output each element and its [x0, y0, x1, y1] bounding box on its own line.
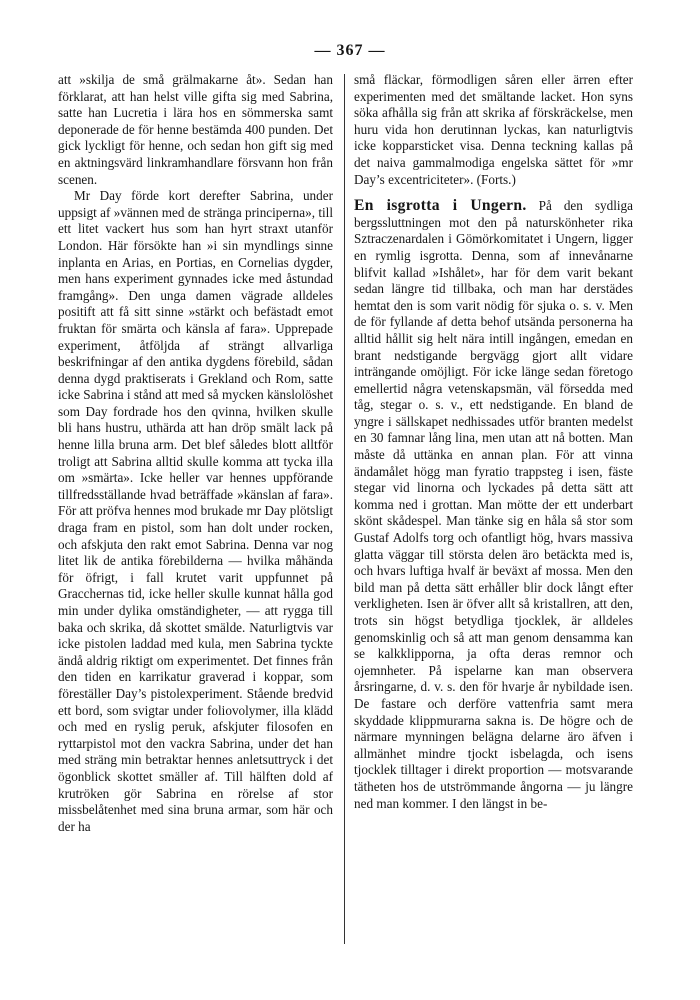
- paragraph: att »skilja de små grälmakarne åt». Sedan han förklarat, att han helst ville gifta sig med Sabrina, satte han Lucretia i lära hos en sömmerska samt deponerade de för henne bestämda 400 punden. Det gick lyckligt för henne, och sedan hon gift sig med en aktningsvärd linkramhandlare försvann hon från scenen.: [58, 72, 333, 187]
- article-paragraph: [354, 198, 633, 812]
- column-divider: [344, 74, 345, 944]
- paragraph: Mr Day förde kort derefter Sabrina, under uppsigt af »vännen med de stränga principerna», till ett litet vackert hus som han hyrt straxt utanför London. Här försökte han »i sin myndlings sinne inplanta en Arias, en Portias, en Cornelias dygder, men hans experiment gynnades icke med åstundad framgång». Den unga damen vägrade alldeles positift att få sitt sinne »stärkt och befästadt emot fruktan för smärta och känsla af fara». Upprepade experiment, åtföljda af strängt allvarliga beskrifningar af den antika dygdens förebild, sådan denna dygd praktiserats i Grekland och Rom, satte icke Sabrina i stånd att med så mycken känslolöshet som Day fordrade hos den qvinna, hvilken skulle bli hans hustru, uthärda att han dröp smält lack på henne lilla bruna arm. Det blef således blott alltför troligt att Sabrina alltid skulle komma att tycka illa om »smärta». Icke heller var hennes uppförande tillfredsställande hvad beträffade »känslan af fara». För att pröfva hennes mod brukade mr Day plötsligt draga fram en pistol, som han dolt under rocken, och afskjuta den rakt emot Sabrina. Denna var nog litet lik de antika förebilderna — hvilka måhända för öfrigt, i fall krutet varit uppfunnet på Gracchernas tid, icke heller skulle kunnat hålla god min under dylika omständigheter, — att rygga till baka och skrika, då skottet smälde. Naturligtvis var icke pistolen laddad med kula, men Sabrina tyckte ändå aldrig riktigt om experimentet. Det finnes från den tiden en karrikatur graverad i koppar, som föreställer Day’s pistolexperiment. Stående bredvid ett bord, som svigtar under foliovolymer, illa klädd och med en ryslig peruk, afskjuter filosofen en ryttarpistol mot den vackra Sabrina, under det han med sträng min betraktar hennes anletsuttryck i det ögonblick skottet smäller af. Till hälften dold af krutröken gör Sabrina en rörelse af stor missbelåtenhet med sina bruna armar, som här och der ha: [58, 188, 333, 834]
- paragraph: små fläckar, förmodligen såren eller ärren efter experimenten med det smältande lacket. Hon syns söka afhålla sig från att skrika af förskräckelse, men huru vida hon derutinnan lyckas, kan naturligtvis icke kopparsticket visa. Denna teckning kallas på det naiva gammalmodiga engelska sättet för »mr Day’s excentriciteter». (Forts.): [354, 72, 633, 187]
- left-column: [58, 72, 333, 835]
- right-column: [354, 72, 633, 812]
- article-heading: En isgrotta i Ungern.: [354, 197, 527, 215]
- article-text: På den sydliga bergssluttningen mot den på naturskönheter rika Sztraczenardalen i Gömörkomitatet i Ungern, ligger en rymlig isgrotta. Denna, som af innevånarne blifvit kallad »Ishålet», har för dem varit bekant sedan längre tid tillbaka, och man har derstädes hemtat den is som varit nödig för sjuka o. s. v. Men de för fyllande af detta behof utsända personerna ha alltid hållit sig helt nära intill ingången, emedan en brant nedstigande bergvägg gjort allt vidare inträngande omöjligt. För icke länge sedan företogo emellertid några vetenskapsmän, väl försedda med tåg, stegar o. s. v., ett nedstigande. En bland de yngre i sällskapet nedhissades utför branten medelst en 30 famnar lång lina, men utan att nå botten. Man måste då uttänka en annan plan. För att vinna ändamålet högg man fyratio trappsteg i isen, fäste stegar vid linorna och lyckades på detta sätt att komma ned i grottan. Man mötte der ett underbart skönt skådespel. Man tänke sig en håla så stor som Gustaf Adolfs torg och ofantligt hög, hvars massiva glatta väggar till största delen äro betäckta med is, och hvars luftiga hvalf är beväxt af mossa. Men den bild man på detta sätt erhåller blir dock långt efter verkligheten. Isen är öfver allt så kristallren, att den, trots sin högst betydliga tjocklek, är alldeles genomskinlig och så att man genom densamma kan se kalkklipporna, ja ofta deras remnor och ojemnheter. På ispelarne kan man observera årsringarne, d. v. s. den för hvarje år nybildade isen. De fastare och derföre vattenfria samt mera skyddade klippmurarna sakna is. De högre och de närmare mynningen belägna delarne äro äfven i allmänhet mindre tjockt isbelagda, och isens tjocklek tilltager i direkt proportion — motsvarande tätheten hos de utströmmande ångorna — ju längre ned man kommer. I den längst in be-: [354, 198, 633, 811]
- page-number: — 367 —: [314, 42, 386, 59]
